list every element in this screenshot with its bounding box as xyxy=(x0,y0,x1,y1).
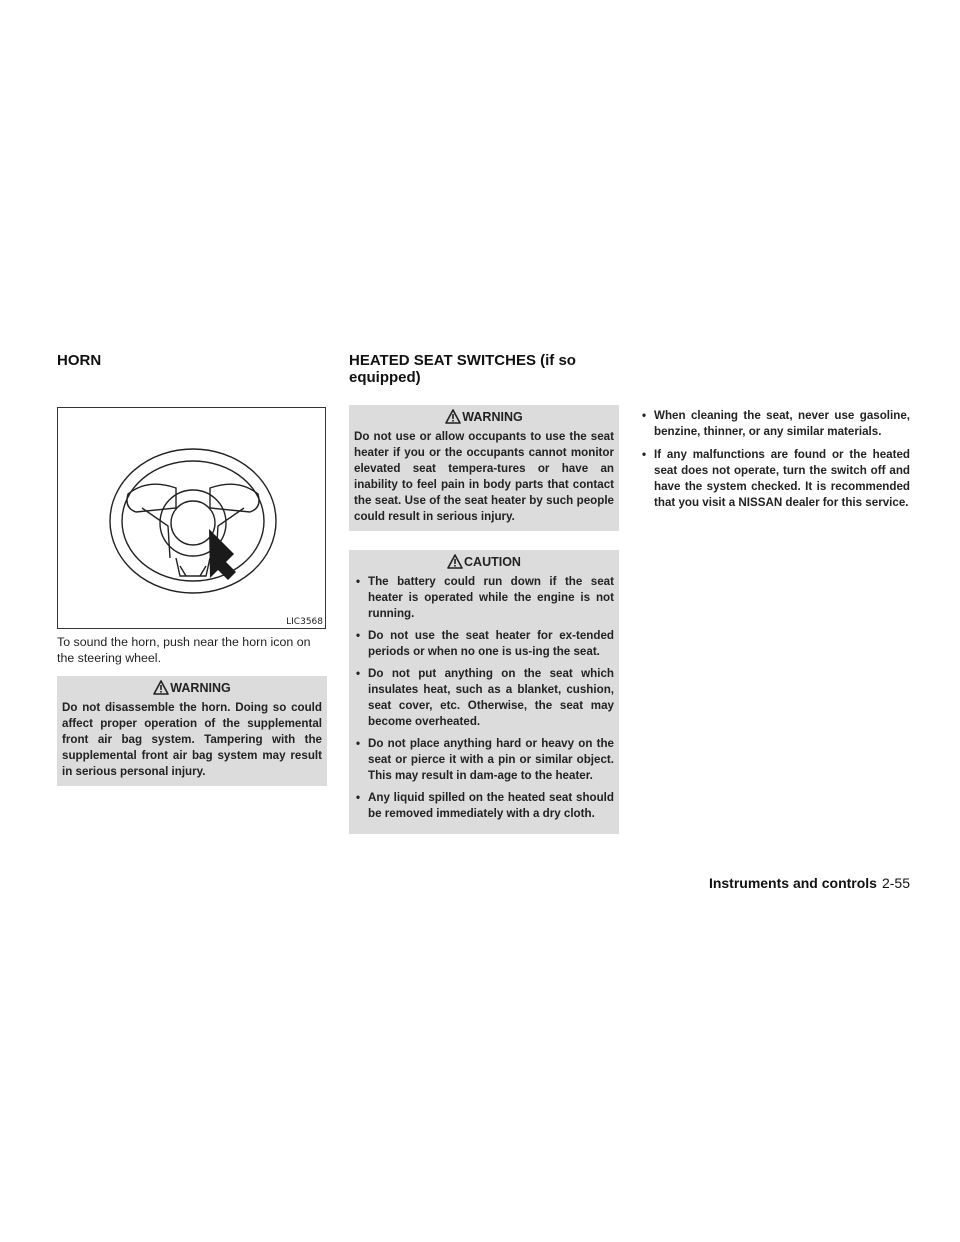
page-footer xyxy=(709,875,910,891)
caution-item: • Do not use the seat heater for ex-tended periods or when no one is us-ing the seat. xyxy=(354,628,614,660)
wheel-outer-rim xyxy=(110,449,276,593)
caution-item: • Do not place anything hard or heavy on the seat or pierce it with a pin or similar object. This may result in dam-age to the heater. xyxy=(354,736,614,784)
heated-seat-caution-header xyxy=(354,550,614,574)
wheel-left-lower-line xyxy=(142,508,170,558)
caution-item: • When cleaning the seat, never use gasoline, benzine, thinner, or any similar materials. xyxy=(640,408,910,440)
wheel-hub-inner xyxy=(171,501,215,545)
horn-warning-text: Do not disassemble the horn. Doing so could affect proper operation of the supplemental front air bag system. Tampering with the supplemental front air bag system may result in serious personal injury. xyxy=(62,701,322,778)
steering-wheel-illustration xyxy=(58,408,325,628)
caution-continued-list xyxy=(640,408,910,511)
horn-heading: HORN xyxy=(57,352,102,369)
page-number: 2-55 xyxy=(881,875,910,891)
heated-seat-warning-text: Do not use or allow occupants to use the seat heater if you or the occupants cannot monitor elevated seat tempera-tures or have an inability to feel pain in body parts that contact the seat. Use of the seat heater by such people could result in serious injury. xyxy=(354,430,614,523)
wheel-left-spoke xyxy=(127,484,176,512)
steering-wheel-figure xyxy=(57,407,326,629)
horn-warning-title: WARNING xyxy=(170,681,231,695)
caution-item: • The battery could run down if the seat heater is operated while the engine is not running. xyxy=(354,574,614,622)
heated-seat-warning-title: WARNING xyxy=(462,410,523,424)
heated-seat-caution-box xyxy=(349,550,619,834)
heated-seat-warning-header xyxy=(354,405,614,429)
caution-list xyxy=(354,574,614,822)
horn-instruction-text: To sound the horn, push near the horn icon on the steering wheel. xyxy=(57,635,311,665)
wheel-right-spoke xyxy=(210,484,259,512)
caution-continued xyxy=(640,408,910,518)
caution-item: • Do not put anything on the seat which insulates heat, such as a blanket, cushion, seat cover, etc. Otherwise, the seat may become overheated. xyxy=(354,666,614,730)
heated-seat-warning-box xyxy=(349,405,619,531)
wheel-bottom-detail xyxy=(180,566,206,576)
heated-seat-caution-title: CAUTION xyxy=(464,555,521,569)
caution-item: • Any liquid spilled on the heated seat should be removed immediately with a dry cloth. xyxy=(354,790,614,822)
horn-warning-box xyxy=(57,676,327,786)
horn-warning-header xyxy=(62,676,322,700)
heated-seat-heading: HEATED SEAT SWITCHES (if so equipped) xyxy=(349,352,576,386)
figure-id: LIC3568 xyxy=(286,617,323,627)
wheel-inner-rim xyxy=(122,461,264,581)
footer-section: Instruments and controls xyxy=(708,875,877,891)
caution-item: • If any malfunctions are found or the heated seat does not operate, turn the switch off and have the system checked. It is recommended that you visit a NISSAN dealer for this service. xyxy=(640,447,910,511)
